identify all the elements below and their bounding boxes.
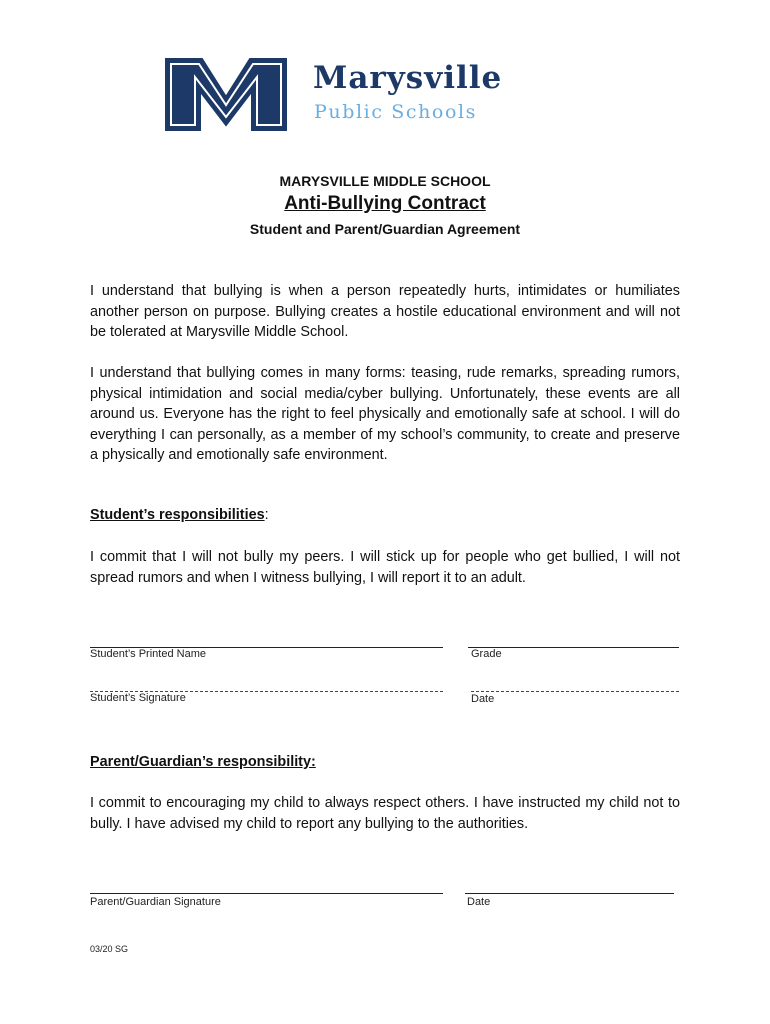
logo-subtitle: Public Schools [314,101,478,123]
parent-date-line[interactable] [465,893,674,894]
document-title [0,193,770,215]
student-date-line[interactable] [471,691,679,692]
parent-signature-line[interactable] [90,893,443,894]
m-letter-mark [166,59,286,130]
grade-label: Grade [471,648,502,660]
bullying-definition-paragraph: I understand that bullying is when a person repeatedly hurts, intimidates or humiliates another person on purpose. Bullying creates a hostile educational environment and will not be tolerated at Marysville Middle School. [90,283,680,340]
document-subtitle: Student and Parent/Guardian Agreement [249,221,521,237]
parent-date-label: Date [467,896,491,908]
student-signature-label: Student’s Signature [90,692,186,704]
student-section-heading [90,507,269,523]
bullying-forms-paragraph: I understand that bullying comes in many forms: teasing, rude remarks, spreading rumors, physical intimidation and social media/cyber bullying. Unfortunately, these events are all around us. Everyone has the right to feel physically and emotionally safe at school. I will do everything I can personally, as a member of my school’s community, to create and preserve a physically and emotionally safe environment. [90,365,680,463]
school-name: MARYSVILLE MIDDLE SCHOOL [279,173,491,189]
student-heading-text: Student’s responsibilities [90,507,265,523]
parent-section-heading [90,754,316,770]
parent-heading-text: Parent/Guardian’s responsibility: [90,754,316,770]
logo-name: Marysville [313,60,503,96]
parent-signature-label: Parent/Guardian Signature [90,896,221,908]
document-title-text: Anti-Bullying Contract [284,193,486,214]
parent-commitment-text: I commit to encouraging my child to always respect others. I have instructed my child not to bully. I have advised my child to report any bullying to the authorities. [90,795,680,832]
student-commitment-text: I commit that I will not bully my peers. I will stick up for people who get bullied, I will not spread rumors and when I witness bullying, I will report it to an adult. [90,549,680,586]
student-heading-colon: : [264,507,269,523]
student-printed-name-label: Student’s Printed Name [90,648,206,660]
student-date-label: Date [471,693,495,705]
form-revision-code: 03/20 SG [90,944,129,954]
marysville-logo-mark [164,57,288,132]
